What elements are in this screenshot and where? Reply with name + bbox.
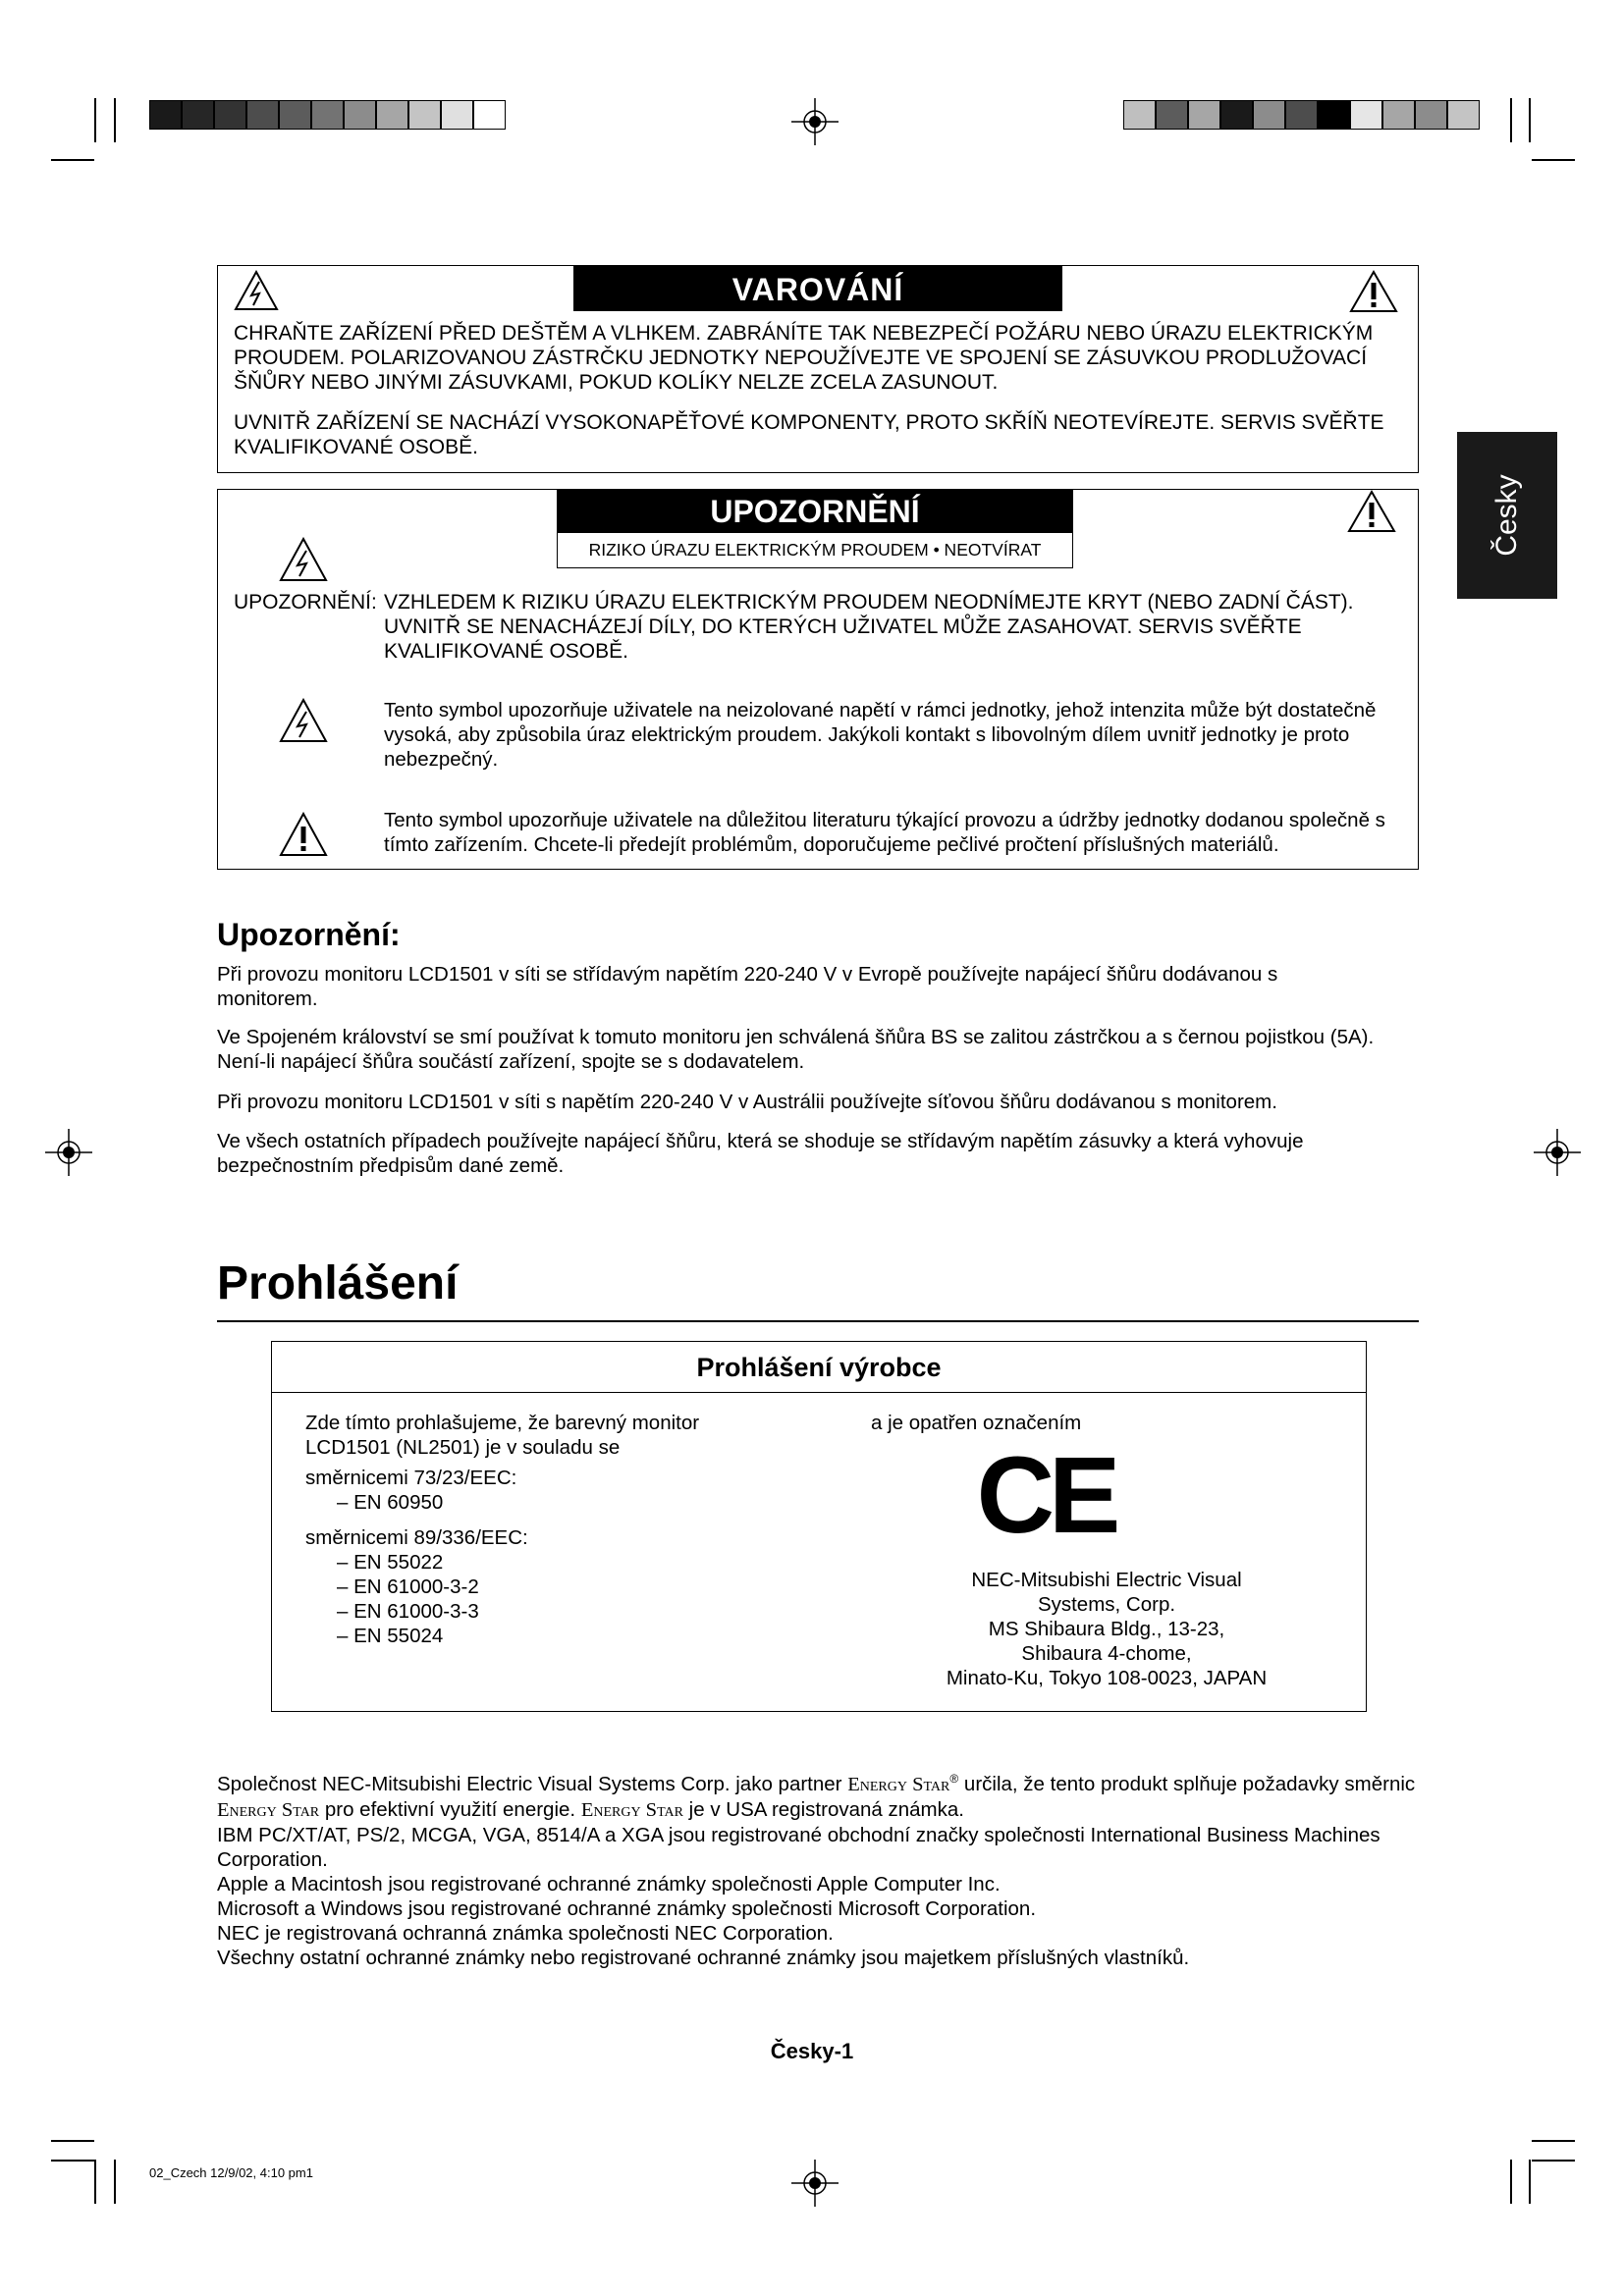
exclamation-warning-icon	[1347, 490, 1396, 533]
registration-mark-bottom	[791, 2160, 839, 2207]
address-line: Minato-Ku, Tokyo 108-0023, JAPAN	[946, 1667, 1268, 1689]
declaration-box-title: Prohlášení výrobce	[272, 1342, 1366, 1393]
notice-paragraph-3: Při provozu monitoru LCD1501 v síti s napětím 220-240 V v Austrálii používejte síťovou šňůru dodávanou s monitorem.	[217, 1091, 1277, 1113]
lightning-warning-icon	[279, 537, 328, 582]
warning-title: VAROVÁNÍ	[573, 266, 1062, 311]
trademark-microsoft: Microsoft a Windows jsou registrované ochranné známky společnosti Microsoft Corporation.	[217, 1896, 1037, 1920]
directive-73-23: směrnicemi 73/23/EEC:	[305, 1467, 517, 1489]
caution-title: UPOZORNĚNÍ	[557, 490, 1073, 533]
directive-item: – EN 55022	[337, 1551, 444, 1574]
density-bar-right	[1123, 100, 1480, 130]
symbol-2-description: Tento symbol upozorňuje uživatele na důležitou literaturu týkající provozu a údržby jednotky dodanou společně s tímto zařízením. Chcete-li předejít problémům, doporučujeme pečlivé pročtení příslušných materiálů.	[384, 809, 1385, 856]
trademark-energy-star: Společnost NEC-Mitsubishi Electric Visual Systems Corp. jako partner Energy Star® určila, že tento produkt splňuje požadavky směrnic Energy Star pro efektivní využití energie. Energy Star je v USA registrovaná známka.	[217, 1772, 1416, 1821]
declaration-left-line-2: LCD1501 (NL2501) je v souladu se	[305, 1436, 621, 1459]
address-line: Systems, Corp.	[1037, 1593, 1176, 1616]
notice-heading: Upozornění:	[217, 917, 401, 952]
ce-mark-logo: CE	[976, 1435, 1115, 1556]
directive-item: – EN 61000-3-3	[337, 1600, 479, 1623]
trademarks	[217, 1767, 1423, 1970]
directive-item: – EN 60950	[337, 1491, 444, 1514]
address-line: Shibaura 4-chome,	[1021, 1642, 1192, 1665]
registration-mark-left	[45, 1129, 92, 1176]
trademark-others: Všechny ostatní ochranné známky nebo registrované ochranné známky jsou majetkem příslušných vlastníků.	[217, 1946, 1190, 1969]
warning-box	[217, 265, 1419, 473]
page-number: Česky-1	[770, 2039, 854, 2063]
caution-label: UPOZORNĚNÍ:	[234, 591, 377, 614]
lightning-warning-icon	[279, 698, 328, 743]
caution-box	[217, 489, 1419, 870]
caution-text: VZHLEDEM K RIZIKU ÚRAZU ELEKTRICKÝM PROUDEM NEODNÍMEJTE KRYT (NEBO ZADNÍ ČÁST). UVNITŘ SE NENACHÁZEJÍ DÍLY, DO KTERÝCH UŽIVATEL MŮŽE ZASAHOVAT. SERVIS SVĚŘTE KVALIFIKOVANÉ OSOBĚ.	[384, 591, 1354, 663]
caution-subtitle-box	[557, 533, 1073, 568]
address-line: NEC-Mitsubishi Electric Visual	[971, 1569, 1242, 1591]
directive-item: – EN 55024	[337, 1625, 444, 1647]
density-bar-left	[149, 100, 506, 130]
declaration-heading: Prohlášení	[217, 1257, 459, 1309]
manufacturer-declaration-box	[271, 1341, 1367, 1712]
lightning-warning-icon	[234, 270, 279, 311]
exclamation-warning-icon	[279, 812, 328, 857]
warning-text-1: CHRAŇTE ZAŘÍZENÍ PŘED DEŠTĚM A VLHKEM. ZABRÁNÍTE TAK NEBEZPEČÍ POŽÁRU NEBO ÚRAZU ELEKTRICKÝM PROUDEM. POLARIZOVANOU ZÁSTRČKU JEDNOTKY NEPOUŽÍVEJTE VE SPOJENÍ SE ZÁSUVKOU PRODLUŽOVACÍ ŠŇŮRY NEBO JINÝMI ZÁSUVKAMI, POKUD KOLÍKY NELZE ZCELA ZASUNOUT.	[234, 322, 1374, 394]
language-tab-label: Česky	[1490, 474, 1523, 557]
directive-89-336: směrnicemi 89/336/EEC:	[305, 1526, 528, 1549]
manufacturer-address	[861, 1568, 1352, 1690]
trademark-nec: NEC je registrovaná ochranná známka společnosti NEC Corporation.	[217, 1921, 834, 1945]
trademark-ibm: IBM PC/XT/AT, PS/2, MCGA, VGA, 8514/A a XGA jsou registrované obchodní značky společnosti International Business Machines Corporation.	[217, 1823, 1380, 1871]
registration-mark-top	[791, 98, 839, 145]
notice-paragraph-1: Při provozu monitoru LCD1501 v síti se střídavým napětím 220-240 V v Evropě používejte napájecí šňůru dodávanou s monitorem.	[217, 963, 1278, 1010]
caution-subtitle: RIZIKO ÚRAZU ELEKTRICKÝM PROUDEM • NEOTVÍRAT	[588, 540, 1042, 560]
exclamation-warning-icon	[1349, 270, 1398, 313]
address-line: MS Shibaura Bldg., 13-23,	[988, 1618, 1225, 1640]
notice-paragraph-4: Ve všech ostatních případech používejte napájecí šňůru, která se shoduje se střídavým napětím zásuvky a která vyhovuje bezpečnostním předpisům dané země.	[217, 1130, 1304, 1177]
print-slug: 02_Czech 12/9/02, 4:10 pm1	[149, 2165, 313, 2180]
symbol-1-description: Tento symbol upozorňuje uživatele na neizolované napětí v rámci jednotky, jehož intenzita může být dostatečně vysoká, aby způsobila úraz elektrickým proudem. Jakýkoli kontakt s libovolným dílem uvnitř jednotky je proto nebezpečný.	[384, 699, 1377, 771]
warning-text-2: UVNITŘ ZAŘÍZENÍ SE NACHÁZÍ VYSOKONAPĚŤOVÉ KOMPONENTY, PROTO SKŘÍŇ NEOTEVÍREJTE. SERVIS SVĚŘTE KVALIFIKOVANÉ OSOBĚ.	[234, 411, 1384, 458]
trademark-apple: Apple a Macintosh jsou registrované ochranné známky společnosti Apple Computer Inc.	[217, 1872, 1001, 1896]
declaration-rule	[217, 1320, 1419, 1322]
registration-mark-right	[1534, 1129, 1581, 1176]
language-tab	[1457, 432, 1557, 599]
notice-paragraph-2: Ve Spojeném království se smí používat k tomuto monitoru jen schválená šňůra BS se zalitou zástrčkou a s černou pojistkou (5A). Není-li napájecí šňůra součástí zařízení, spojte se s dodavatelem.	[217, 1026, 1375, 1073]
directive-item: – EN 61000-3-2	[337, 1575, 479, 1598]
declaration-left-line-1: Zde tímto prohlašujeme, že barevný monitor	[305, 1412, 700, 1434]
ce-label: a je opatřen označením	[871, 1412, 1082, 1434]
